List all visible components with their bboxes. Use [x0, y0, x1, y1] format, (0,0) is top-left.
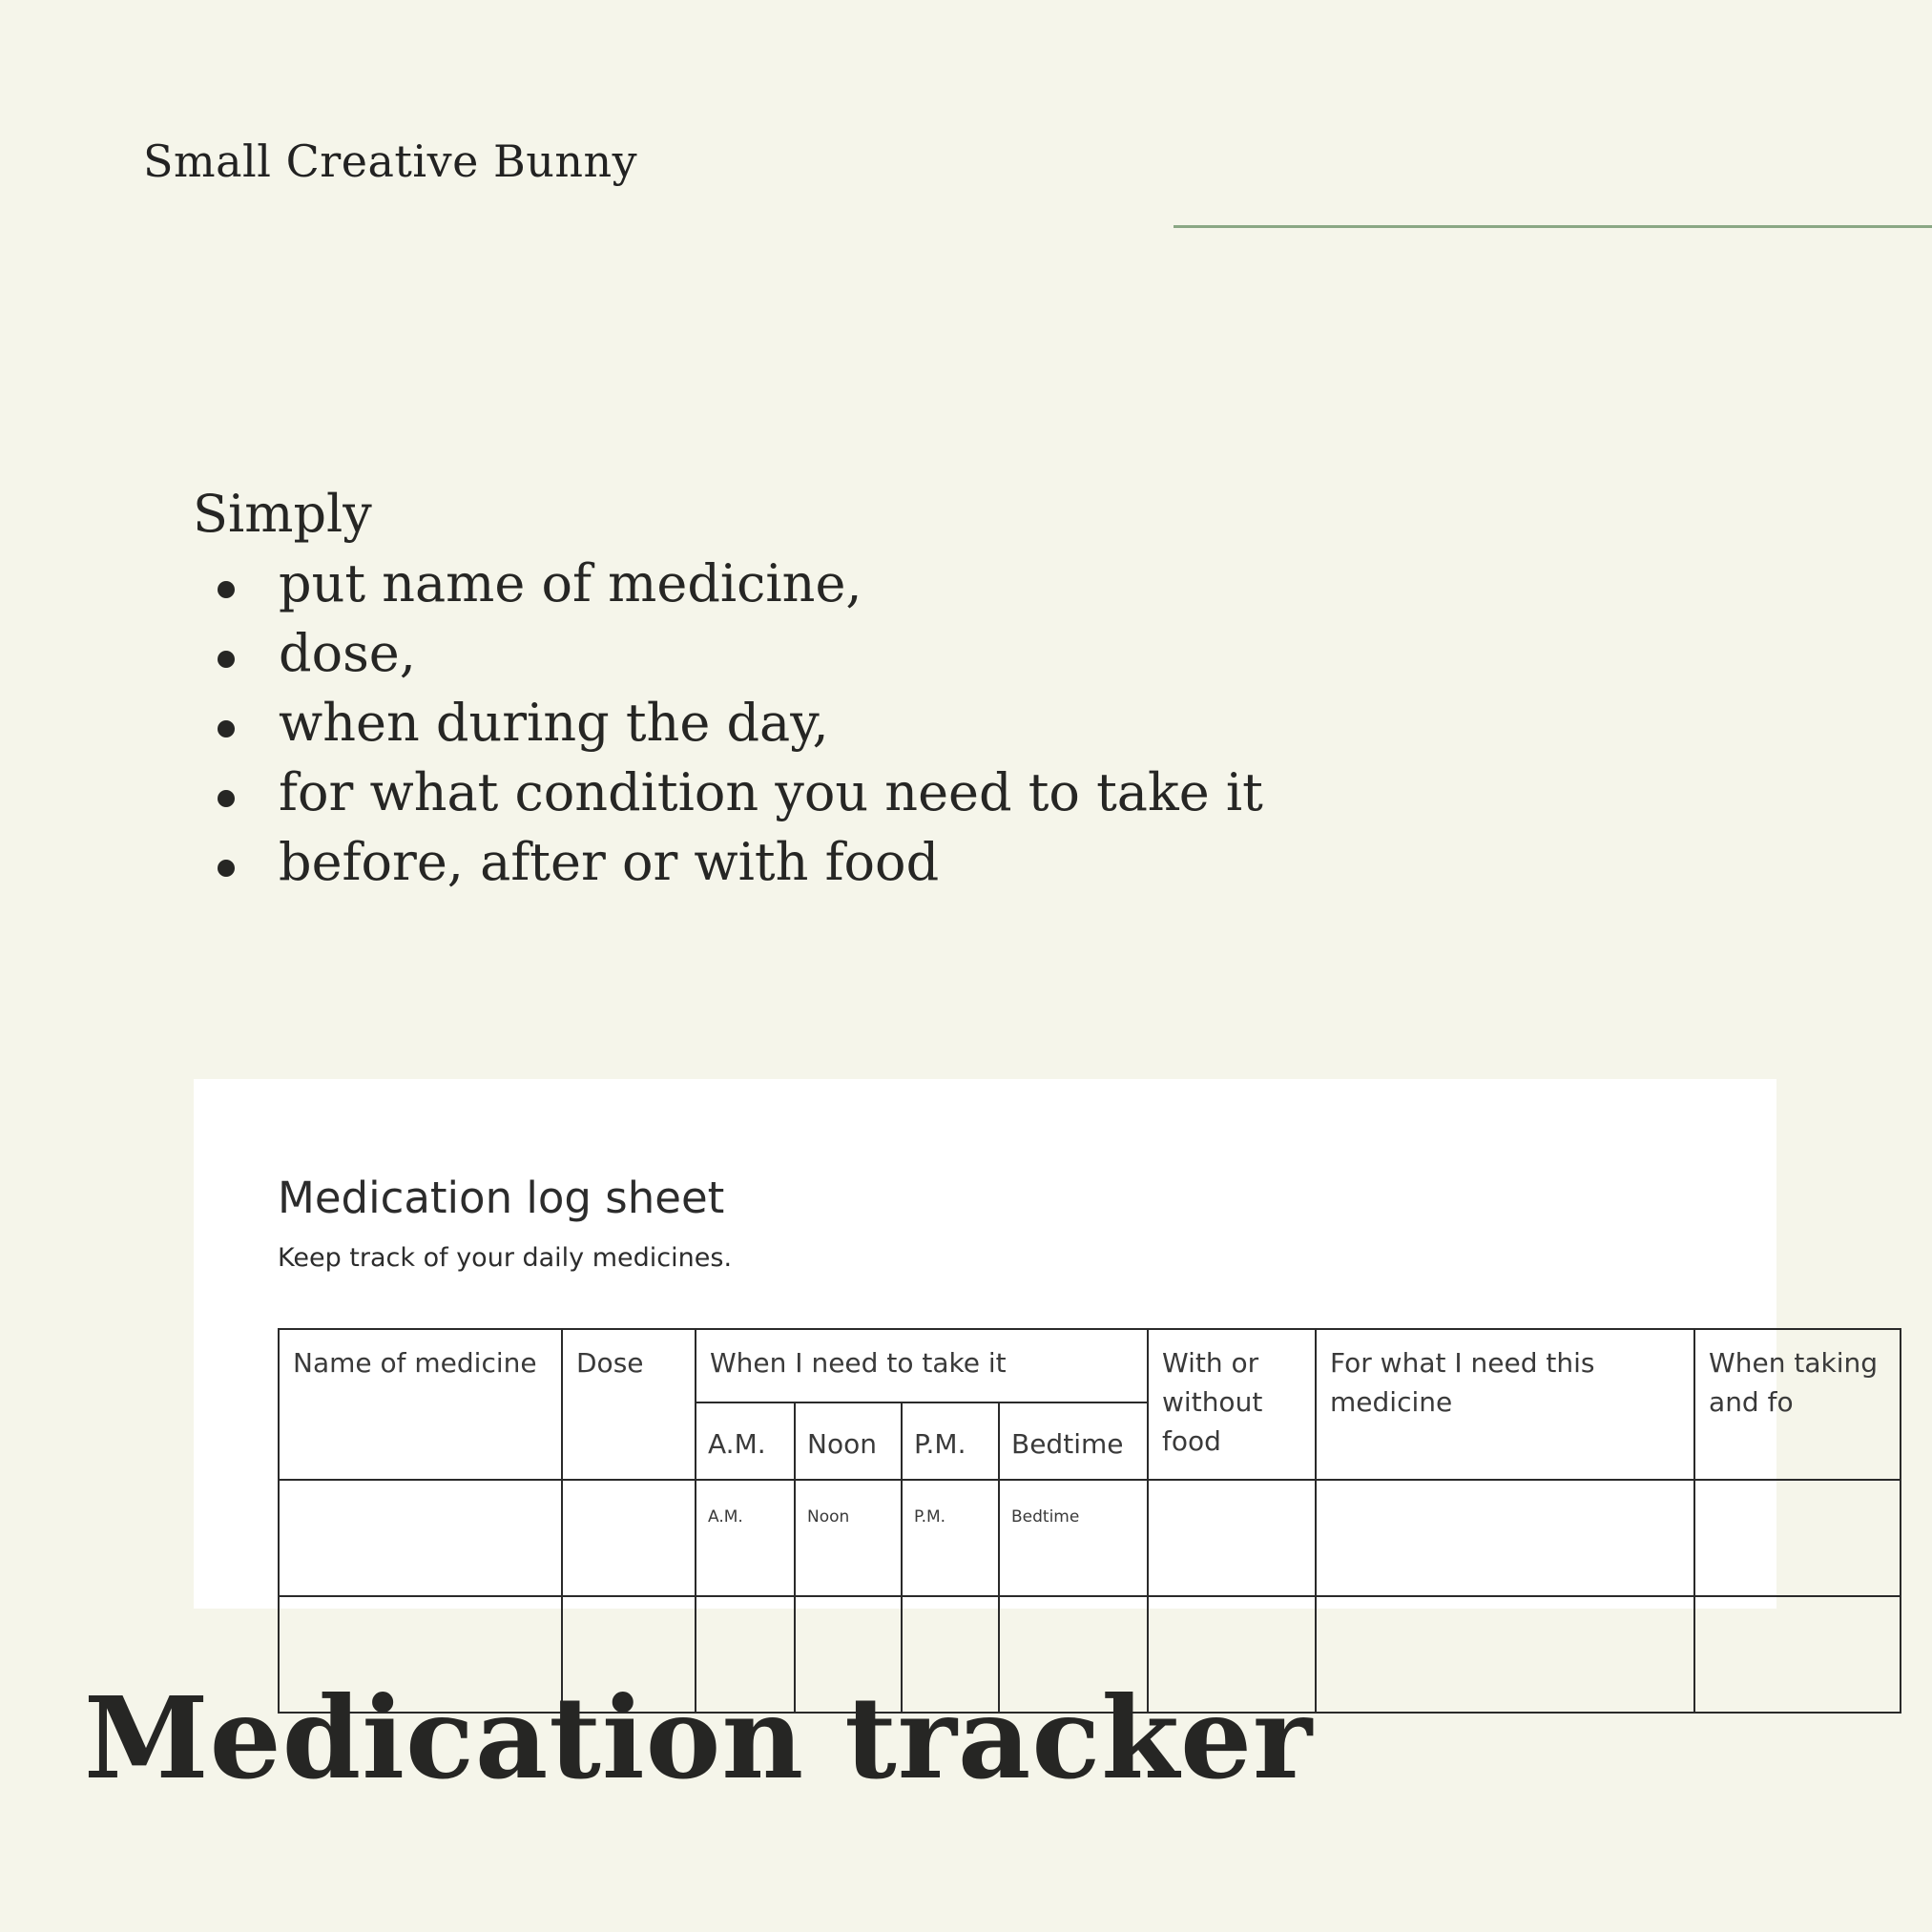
instructions [193, 479, 1263, 897]
instruction-item: put name of medicine, [279, 549, 1263, 618]
header-name: Name of medicine [279, 1329, 562, 1480]
cell-pm: P.M. [902, 1480, 999, 1596]
header-bedtime: Bedtime [999, 1402, 1148, 1480]
header-when: When I need to take it [696, 1329, 1148, 1402]
header-extra: When taking and fo [1694, 1329, 1901, 1480]
brand-name: Small Creative Bunny [143, 135, 638, 187]
medication-table [278, 1328, 1901, 1714]
header-pm: P.M. [902, 1402, 999, 1480]
table-row [279, 1480, 1901, 1596]
cell-bedtime: Bedtime [999, 1480, 1148, 1596]
instruction-item: before, after or with food [279, 827, 1263, 897]
instruction-item: for what condition you need to take it [279, 758, 1263, 827]
log-sheet-preview [194, 1079, 1878, 1609]
header-am: A.M. [696, 1402, 795, 1480]
header-noon: Noon [795, 1402, 902, 1480]
header-dose: Dose [562, 1329, 696, 1480]
instructions-lead: Simply [193, 484, 372, 544]
divider-line [1174, 225, 1932, 228]
sheet-subtitle: Keep track of your daily medicines. [278, 1243, 733, 1273]
cell-purpose [1316, 1596, 1694, 1713]
cell-food [1148, 1480, 1316, 1596]
cell-dose [562, 1480, 696, 1596]
cell-extra [1694, 1596, 1901, 1713]
instruction-item: dose, [279, 618, 1263, 688]
cell-extra [1694, 1480, 1901, 1596]
header-food: With or without food [1148, 1329, 1316, 1480]
page-title: Medication tracker [84, 1672, 1314, 1804]
cell-name [279, 1480, 562, 1596]
cell-purpose [1316, 1480, 1694, 1596]
instruction-item: when during the day, [279, 688, 1263, 758]
instructions-list [193, 549, 1263, 897]
header-purpose: For what I need this medicine [1316, 1329, 1694, 1480]
cell-am: A.M. [696, 1480, 795, 1596]
cell-noon: Noon [795, 1480, 902, 1596]
sheet-title: Medication log sheet [278, 1173, 725, 1223]
